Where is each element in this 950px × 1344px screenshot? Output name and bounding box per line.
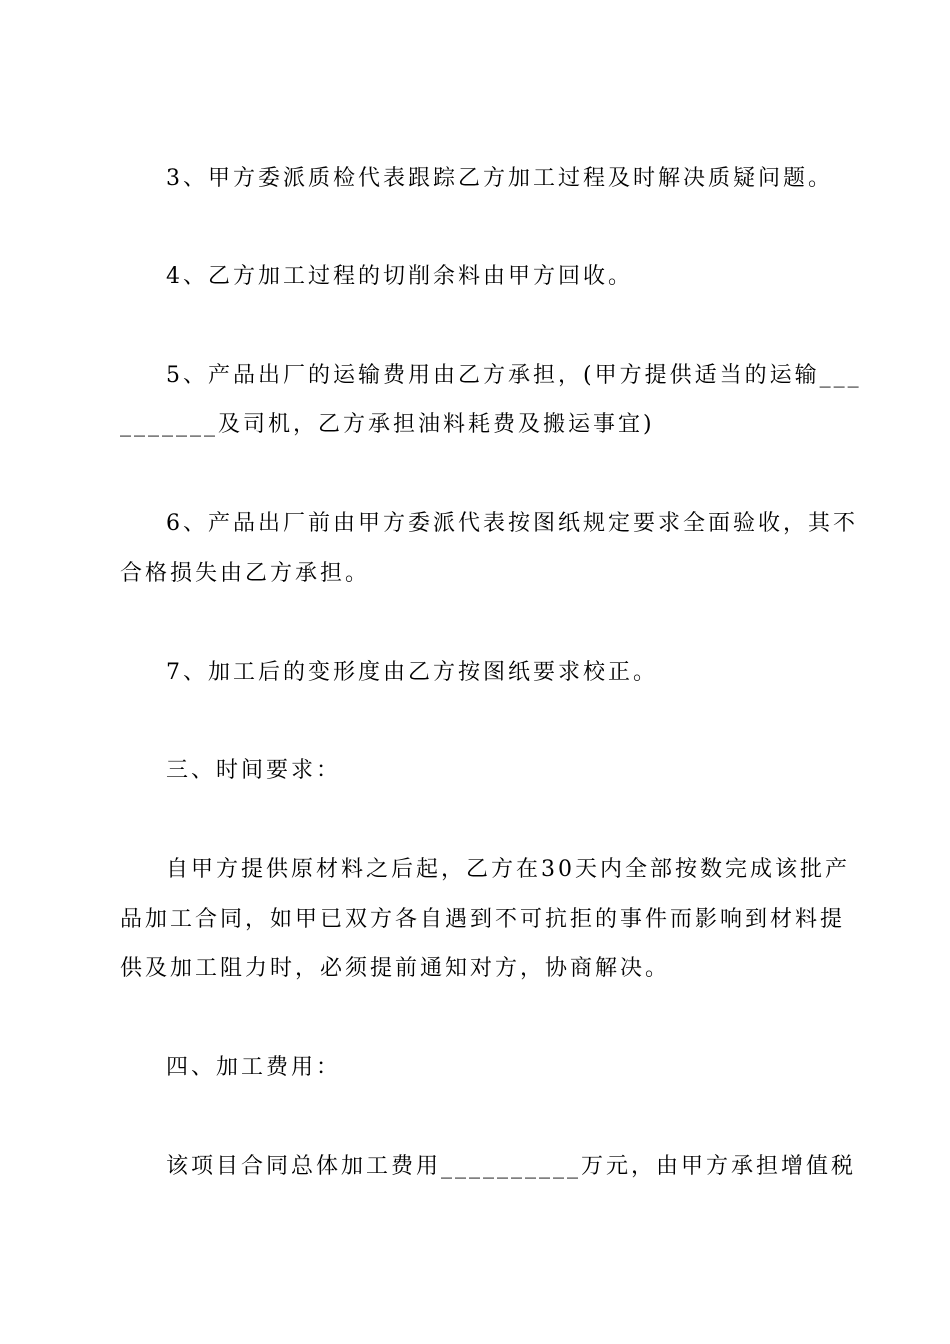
clause-5-line-2: _______及司机，乙方承担油料耗费及搬运事宜) <box>120 412 655 437</box>
clause-4: 4、乙方加工过程的切削余料由甲方回收。 <box>166 264 633 289</box>
section-3-heading: 三、时间要求： <box>166 758 342 783</box>
section-4-heading: 四、加工费用： <box>166 1055 342 1080</box>
section-3-para-line-2: 品加工合同，如甲已双方各自遇到不可抗拒的事件而影响到材料提 <box>120 907 846 932</box>
clause-7: 7、加工后的变形度由乙方按图纸要求校正。 <box>166 660 658 685</box>
clause-6-line-1: 6、产品出厂前由甲方委派代表按图纸规定要求全面验收，其不 <box>166 511 858 536</box>
clause-6-line-2: 合格损失由乙方承担。 <box>120 561 371 586</box>
clause-3: 3、甲方委派质检代表跟踪乙方加工过程及时解决质疑问题。 <box>166 166 833 191</box>
clause-5-line-1: 5、产品出厂的运输费用由乙方承担，(甲方提供适当的运输___ <box>166 363 862 388</box>
section-3-para-line-1: 自甲方提供原材料之后起，乙方在30天内全部按数完成该批产 <box>166 857 850 882</box>
section-4-para-line-1: 该项目合同总体加工费用__________万元，由甲方承担增值税 <box>166 1154 857 1179</box>
section-3-para-line-3: 供及加工阻力时，必须提前通知对方，协商解决。 <box>120 956 671 981</box>
